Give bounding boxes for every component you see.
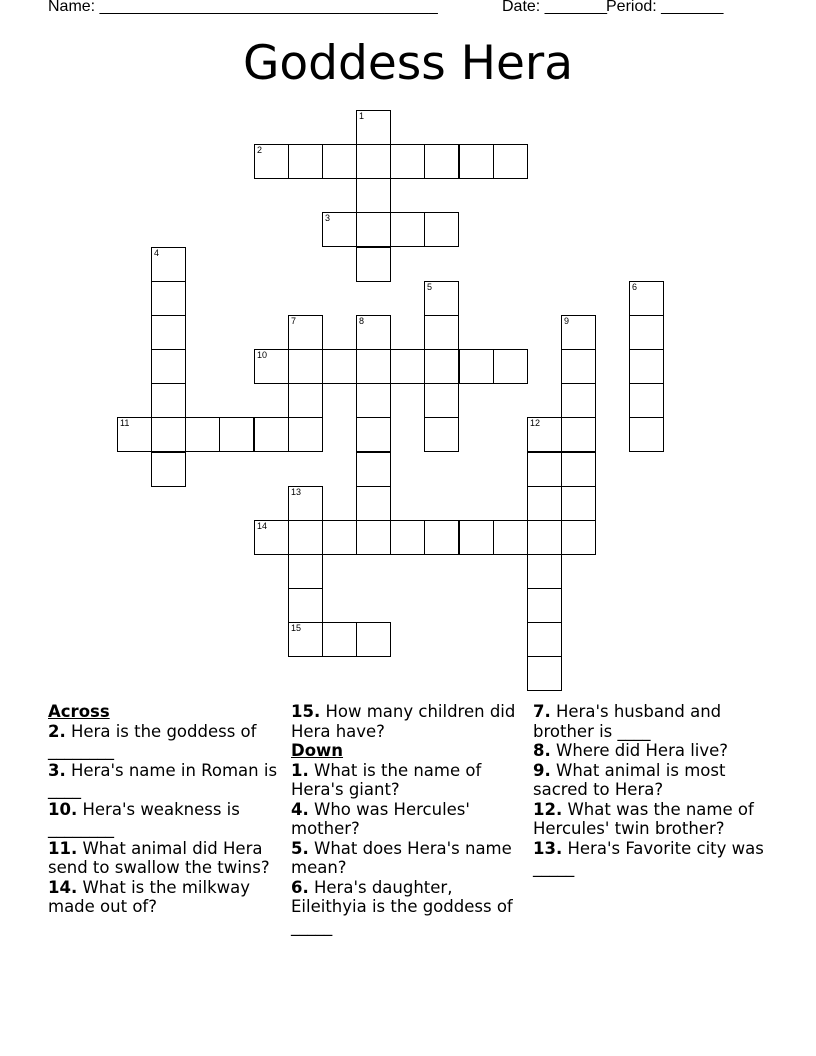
- crossword-cell[interactable]: [561, 520, 596, 555]
- cell-number: 15: [291, 623, 302, 633]
- crossword-cell[interactable]: [288, 144, 323, 179]
- crossword-cell[interactable]: [151, 349, 186, 384]
- crossword-cell[interactable]: [424, 315, 459, 350]
- crossword-cell[interactable]: [151, 452, 186, 487]
- crossword-cell[interactable]: [493, 144, 528, 179]
- crossword-cell[interactable]: [527, 622, 562, 657]
- crossword-cell[interactable]: [629, 281, 664, 316]
- crossword-cell[interactable]: [356, 417, 391, 452]
- crossword-cell[interactable]: [390, 144, 425, 179]
- clue-number: 5.: [291, 838, 309, 858]
- crossword-cell[interactable]: [424, 281, 459, 316]
- clue-down-5: [291, 839, 523, 878]
- crossword-cell[interactable]: [527, 486, 562, 521]
- clue-across-15: [291, 702, 523, 741]
- crossword-cell[interactable]: [424, 144, 459, 179]
- cell-number: 8: [359, 316, 365, 326]
- crossword-cell[interactable]: [527, 554, 562, 589]
- clue-number: 9.: [533, 760, 551, 780]
- clue-number: 7.: [533, 702, 551, 721]
- clue-across-14: [48, 878, 280, 917]
- clue-down-13: [533, 839, 773, 878]
- crossword-cell[interactable]: [561, 383, 596, 418]
- clue-text: How many children did Hera have?: [291, 702, 516, 741]
- clue-number: 15.: [291, 702, 321, 721]
- crossword-cell[interactable]: [356, 520, 391, 555]
- crossword-cell[interactable]: [356, 315, 391, 350]
- crossword-cell[interactable]: [390, 212, 425, 247]
- crossword-cell[interactable]: [356, 144, 391, 179]
- crossword-cell[interactable]: [424, 212, 459, 247]
- crossword-cell[interactable]: [629, 383, 664, 418]
- clue-number: 4.: [291, 799, 309, 819]
- clue-text: Hera's daughter, Eileithyia is the goddess of _____: [291, 877, 513, 936]
- crossword-cell[interactable]: [254, 520, 289, 555]
- crossword-cell[interactable]: [356, 486, 391, 521]
- clue-text: Hera is the goddess of ________: [48, 721, 257, 760]
- crossword-cell[interactable]: [254, 349, 289, 384]
- clue-text: What is the name of Hera's giant?: [291, 760, 482, 799]
- clue-across-3: [48, 761, 280, 800]
- crossword-cell[interactable]: [288, 383, 323, 418]
- crossword-cell[interactable]: [151, 417, 186, 452]
- crossword-cell[interactable]: [493, 520, 528, 555]
- crossword-cell[interactable]: [459, 520, 494, 555]
- crossword-cell[interactable]: [629, 417, 664, 452]
- crossword-cell[interactable]: [185, 417, 220, 452]
- crossword-cell[interactable]: [527, 520, 562, 555]
- crossword-cell[interactable]: [629, 315, 664, 350]
- crossword-cell[interactable]: [527, 452, 562, 487]
- clue-down-6: [291, 878, 523, 937]
- crossword-cell[interactable]: [356, 349, 391, 384]
- clue-text: What animal did Hera send to swallow the twins?: [48, 838, 270, 877]
- crossword-cell[interactable]: [390, 349, 425, 384]
- clue-text: Hera's weakness is ________: [48, 799, 240, 838]
- crossword-cell[interactable]: [356, 212, 391, 247]
- crossword-cell[interactable]: [629, 349, 664, 384]
- crossword-cell[interactable]: [561, 486, 596, 521]
- clue-number: 8.: [533, 741, 551, 760]
- crossword-cell[interactable]: [493, 349, 528, 384]
- period-field-label: Period: _______: [606, 0, 724, 15]
- crossword-cell[interactable]: [322, 212, 357, 247]
- clue-text: What does Hera's name mean?: [291, 838, 512, 877]
- crossword-cell[interactable]: [288, 554, 323, 589]
- crossword-cell[interactable]: [288, 417, 323, 452]
- cell-number: 9: [564, 316, 570, 326]
- clue-number: 2.: [48, 721, 66, 741]
- crossword-cell[interactable]: [356, 178, 391, 213]
- cell-number: 13: [291, 487, 302, 497]
- name-field-label: Name: ______________________________________: [48, 0, 438, 15]
- clue-number: 12.: [533, 799, 563, 819]
- clue-across-10: [48, 800, 280, 839]
- clue-down-8: [533, 741, 773, 761]
- crossword-cell[interactable]: [322, 349, 357, 384]
- crossword-cell[interactable]: [356, 622, 391, 657]
- crossword-cell[interactable]: [288, 349, 323, 384]
- clue-down-4: [291, 800, 523, 839]
- clue-across-11: [48, 839, 280, 878]
- clue-text: Hera's husband and brother is ____: [533, 702, 722, 741]
- crossword-cell[interactable]: [356, 247, 391, 282]
- crossword-cell[interactable]: [424, 383, 459, 418]
- clue-number: 14.: [48, 877, 78, 897]
- crossword-cell[interactable]: [424, 520, 459, 555]
- crossword-cell[interactable]: [322, 622, 357, 657]
- cell-number: 11: [120, 418, 130, 428]
- clue-number: 1.: [291, 760, 309, 780]
- crossword-cell[interactable]: [561, 452, 596, 487]
- cell-number: 10: [257, 350, 268, 360]
- crossword-cell[interactable]: [288, 588, 323, 623]
- clue-column-2: [291, 702, 523, 936]
- date-field-label: Date: _______: [502, 0, 607, 15]
- crossword-cell[interactable]: [561, 417, 596, 452]
- crossword-cell[interactable]: [151, 281, 186, 316]
- clue-number: 13.: [533, 838, 563, 858]
- cell-number: 5: [427, 282, 433, 292]
- page-title: Goddess Hera: [242, 36, 574, 91]
- crossword-cell[interactable]: [527, 417, 562, 452]
- clue-down-12: [533, 800, 773, 839]
- cell-number: 1: [359, 111, 365, 121]
- cell-number: 3: [325, 213, 331, 223]
- crossword-cell[interactable]: [356, 383, 391, 418]
- crossword-cell[interactable]: [288, 520, 323, 555]
- crossword-cell[interactable]: [117, 417, 152, 452]
- cell-number: 2: [257, 145, 263, 155]
- crossword-cell[interactable]: [151, 383, 186, 418]
- crossword-cell[interactable]: [424, 349, 459, 384]
- crossword-cell[interactable]: [459, 349, 494, 384]
- crossword-cell[interactable]: [219, 417, 254, 452]
- cell-number: 4: [154, 248, 160, 258]
- crossword-cell[interactable]: [390, 520, 425, 555]
- crossword-cell[interactable]: [288, 622, 323, 657]
- clue-number: 3.: [48, 760, 66, 780]
- crossword-cell[interactable]: [561, 315, 596, 350]
- crossword-cell[interactable]: [527, 656, 562, 691]
- clue-number: 10.: [48, 799, 78, 819]
- clue-text: Who was Hercules' mother?: [291, 799, 470, 838]
- crossword-cell[interactable]: [561, 349, 596, 384]
- across-heading: Across: [48, 702, 110, 721]
- crossword-cell[interactable]: [356, 110, 391, 145]
- crossword-cell[interactable]: [459, 144, 494, 179]
- crossword-cell[interactable]: [322, 520, 357, 555]
- crossword-cell[interactable]: [254, 144, 289, 179]
- clue-text: Where did Hera live?: [556, 741, 729, 760]
- crossword-cell[interactable]: [151, 315, 186, 350]
- crossword-cell[interactable]: [288, 486, 323, 521]
- crossword-cell[interactable]: [151, 247, 186, 282]
- crossword-cell[interactable]: [527, 588, 562, 623]
- crossword-cell[interactable]: [288, 315, 323, 350]
- clue-column-3: [533, 702, 773, 878]
- clue-text: Hera's Favorite city was _____: [533, 838, 764, 877]
- clue-across-2: [48, 722, 280, 761]
- cell-number: 12: [530, 418, 541, 428]
- clue-down-9: [533, 761, 773, 800]
- crossword-cell[interactable]: [424, 417, 459, 452]
- down-heading: Down: [291, 741, 344, 760]
- cell-number: 7: [291, 316, 297, 326]
- crossword-cell[interactable]: [356, 452, 391, 487]
- clue-text: What is the milkway made out of?: [48, 877, 250, 916]
- clue-text: Hera's name in Roman is ____: [48, 760, 278, 799]
- clue-down-7: [533, 702, 773, 741]
- clue-number: 11.: [48, 838, 78, 858]
- clue-text: What animal is most sacred to Hera?: [533, 760, 726, 799]
- clue-down-1: [291, 761, 523, 800]
- clue-column-1: [48, 702, 280, 917]
- clue-text: What was the name of Hercules' twin brother?: [533, 799, 754, 838]
- cell-number: 6: [632, 282, 638, 292]
- cell-number: 14: [257, 521, 268, 531]
- crossword-cell[interactable]: [322, 144, 357, 179]
- clue-number: 6.: [291, 877, 309, 897]
- crossword-cell[interactable]: [254, 417, 289, 452]
